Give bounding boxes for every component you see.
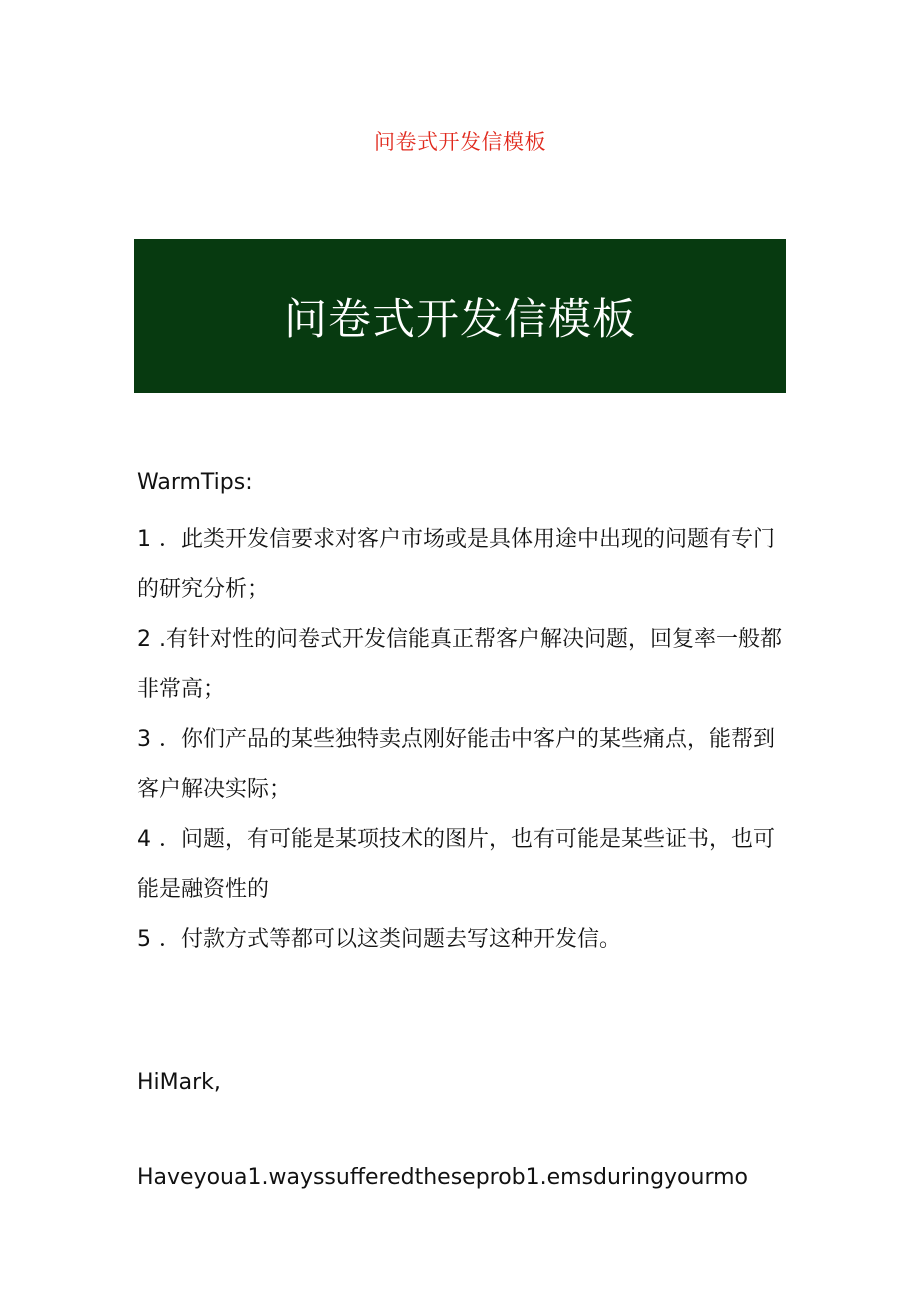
tip-number: 4 [137, 827, 151, 852]
document-title: 问卷式开发信模板 [374, 130, 546, 154]
tip-item [137, 715, 787, 815]
tip-item [137, 615, 787, 715]
tip-item [137, 815, 787, 915]
tip-number: 3 [137, 727, 151, 752]
tip-number: 2 [137, 627, 151, 652]
greeting: HiMark, [137, 1070, 221, 1095]
tips-label: WarmTips: [137, 470, 253, 495]
tip-number: 1 [137, 527, 151, 552]
tip-text: ．付款方式等都可以这类问题去写这种开发信。 [159, 927, 622, 952]
banner-title: 问卷式开发信模板 [284, 294, 636, 345]
tip-item [137, 915, 787, 965]
tip-text: ．问题，有可能是某项技术的图片，也有可能是某些证书，也可能是融资性的 [137, 827, 776, 902]
tip-item [137, 515, 787, 615]
tip-text: ．此类开发信要求对客户市场或是具体用途中出现的问题有专门的研究分析； [137, 527, 776, 602]
title-banner [134, 239, 786, 393]
tips-list [137, 515, 787, 965]
tip-text: .有针对性的问卷式开发信能真正帮客户解决问题，回复率一般都非常高； [137, 627, 782, 702]
tip-text: ．你们产品的某些独特卖点刚好能击中客户的某些痛点，能帮到客户解决实际； [137, 727, 776, 802]
intro-line: Haveyoua1.wayssufferedtheseprob1.emsduringyourmo [137, 1165, 749, 1190]
tip-number: 5 [137, 927, 151, 952]
